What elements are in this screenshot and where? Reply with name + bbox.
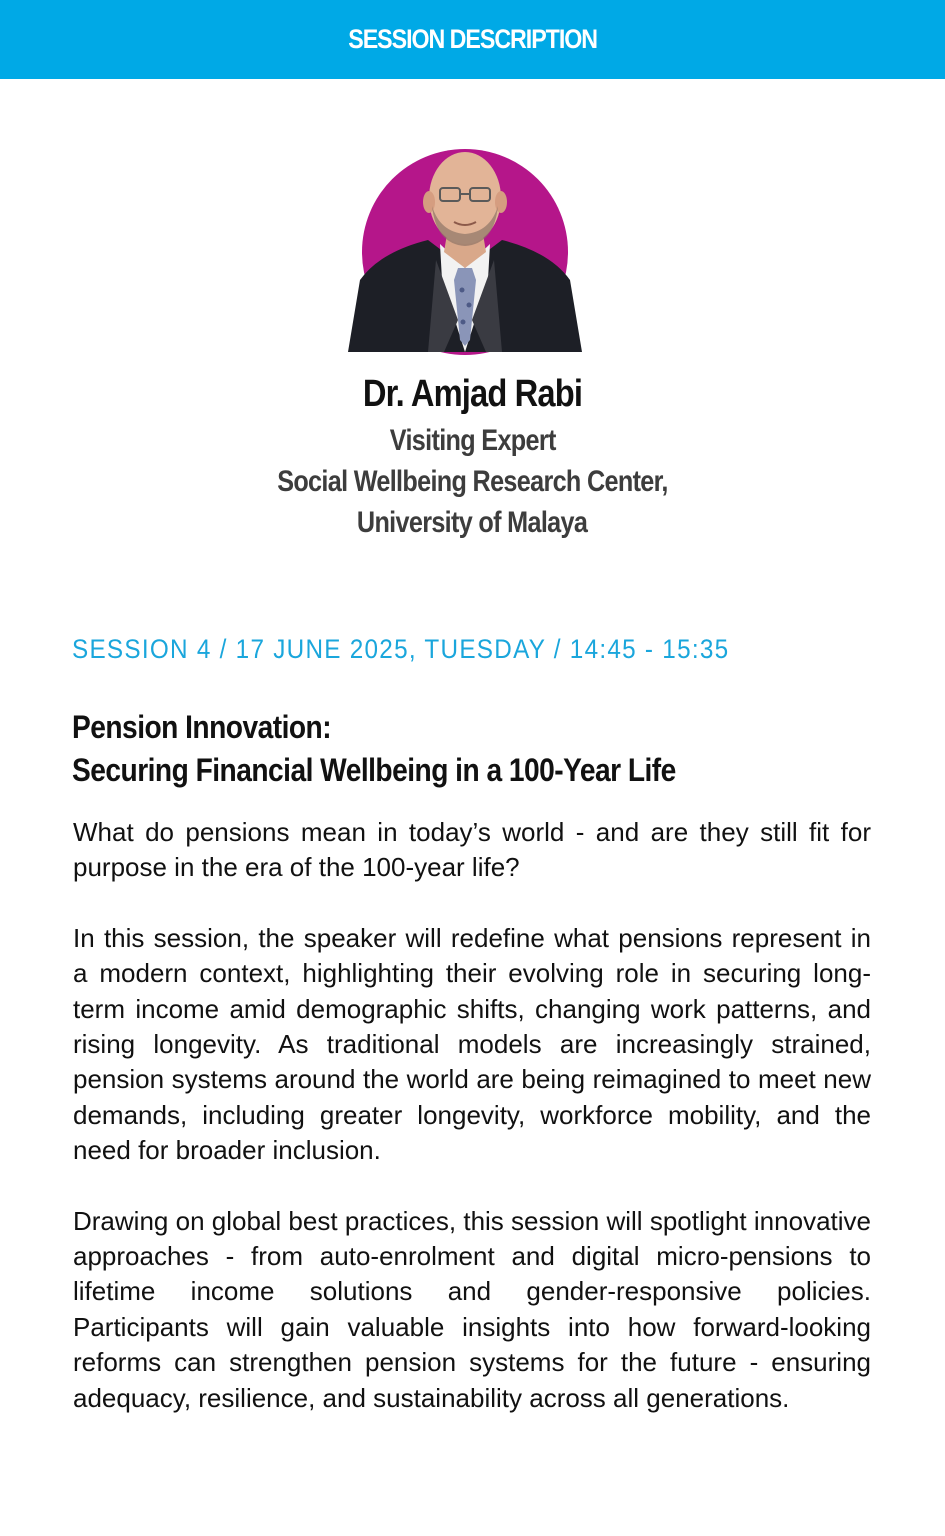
session-title-line2: Securing Financial Wellbeing in a 100-Year Life [72, 752, 676, 788]
session-title [72, 706, 776, 792]
session-title-line1: Pension Innovation: [72, 709, 332, 745]
speaker-role: Visiting Expert [389, 424, 556, 457]
session-meta: SESSION 4 / 17 JUNE 2025, TUESDAY / 14:45 - 15:35 [72, 634, 730, 664]
speaker-organization-line2: University of Malaya [357, 506, 588, 539]
session-description [73, 815, 871, 1451]
header-bar [0, 0, 945, 79]
speaker-photo-icon [340, 140, 590, 355]
speaker-name: Dr. Amjad Rabi [362, 373, 583, 415]
header-title: SESSION DESCRIPTION [348, 24, 597, 54]
description-paragraph: In this session, the speaker will redefine what pensions represent in a modern context, highlighting their evolving role in securing long-term income amid demographic shifts, changing work patterns, and rising longevity. As traditional models are increasingly strained, pension systems around the world are being reimagined to meet new demands, including greater longevity, workforce mobility, and the need for broader inclusion. [73, 922, 871, 1166]
speaker-info [0, 368, 945, 543]
description-paragraph: What do pensions mean in today’s world - and are they still fit for purpose in the era of the 100-year life? [73, 817, 871, 883]
speaker-portrait [340, 140, 590, 355]
description-paragraph: Drawing on global best practices, this session will spotlight innovative approaches - from auto-enrolment and digital micro-pensions to lifetime income solutions and gender-responsive policies. Participants will gain valuable insights into how forward-looking reforms can strengthen pension systems for the future - ensuring adequacy, resilience, and sustainability across all generations. [73, 1205, 871, 1413]
speaker-organization-line1: Social Wellbeing Research Center, [277, 465, 668, 498]
